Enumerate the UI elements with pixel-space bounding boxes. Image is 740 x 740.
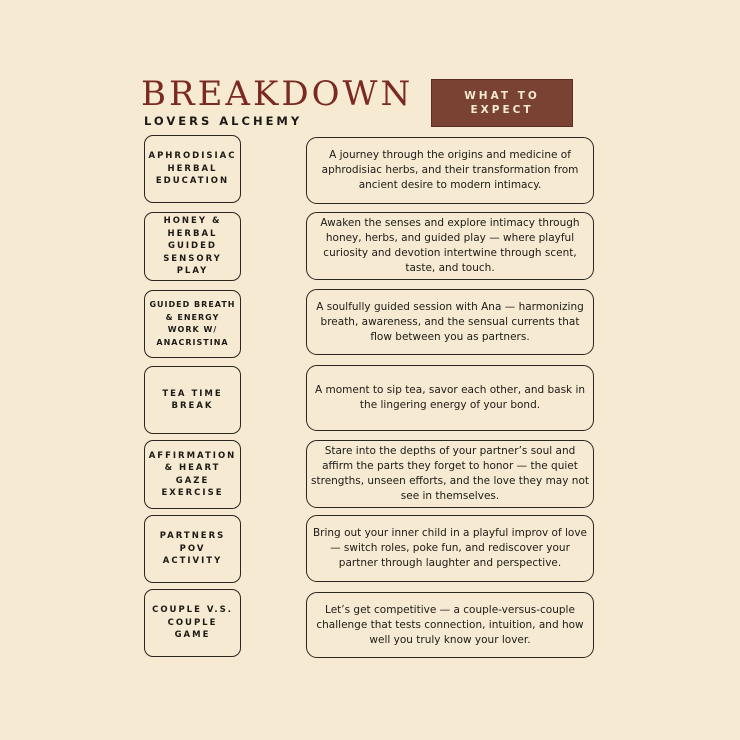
- page-title: BREAKDOWN: [141, 74, 414, 114]
- session-description-sensory-play: Awaken the senses and explore intimacy through honey, herbs, and guided play — where playful curiosity and devotion intertwine through scent, taste, and touch.: [306, 212, 594, 280]
- session-label-breath-energy-work: GUIDED BREATH & ENERGY WORK W/ ANACRISTINA: [144, 290, 241, 358]
- session-description-partners-pov: Bring out your inner child in a playful improv of love — switch roles, poke fun, and rediscover your partner through laughter and perspective.: [306, 515, 594, 582]
- session-label-tea-time: TEA TIME BREAK: [144, 366, 241, 434]
- what-to-expect-badge: WHAT TO EXPECT: [431, 79, 573, 127]
- session-label-sensory-play: HONEY & HERBAL GUIDED SENSORY PLAY: [144, 212, 241, 281]
- session-label-partners-pov: PARTNERS POV ACTIVITY: [144, 515, 241, 583]
- session-label-heart-gaze: AFFIRMATION & HEART GAZE EXERCISE: [144, 440, 241, 509]
- session-description-tea-time: A moment to sip tea, savor each other, and bask in the lingering energy of your bond.: [306, 365, 594, 431]
- session-description-breath-energy-work: A soulfully guided session with Ana — harmonizing breath, awareness, and the sensual currents that flow between you as partners.: [306, 289, 594, 355]
- page-subtitle: LOVERS ALCHEMY: [144, 114, 303, 128]
- session-label-couple-game: COUPLE V.S. COUPLE GAME: [144, 589, 241, 657]
- session-description-couple-game: Let’s get competitive — a couple-versus-couple challenge that tests connection, intuition, and how well you truly know your lover.: [306, 592, 594, 658]
- session-description-aphrodisiac-education: A journey through the origins and medicine of aphrodisiac herbs, and their transformation from ancient desire to modern intimacy.: [306, 137, 594, 204]
- session-label-aphrodisiac-education: APHRODISIAC HERBAL EDUCATION: [144, 135, 241, 203]
- session-description-heart-gaze: Stare into the depths of your partner’s soul and affirm the parts they forget to honor — the quiet strengths, unseen efforts, and the love they may not see in themselves.: [306, 440, 594, 508]
